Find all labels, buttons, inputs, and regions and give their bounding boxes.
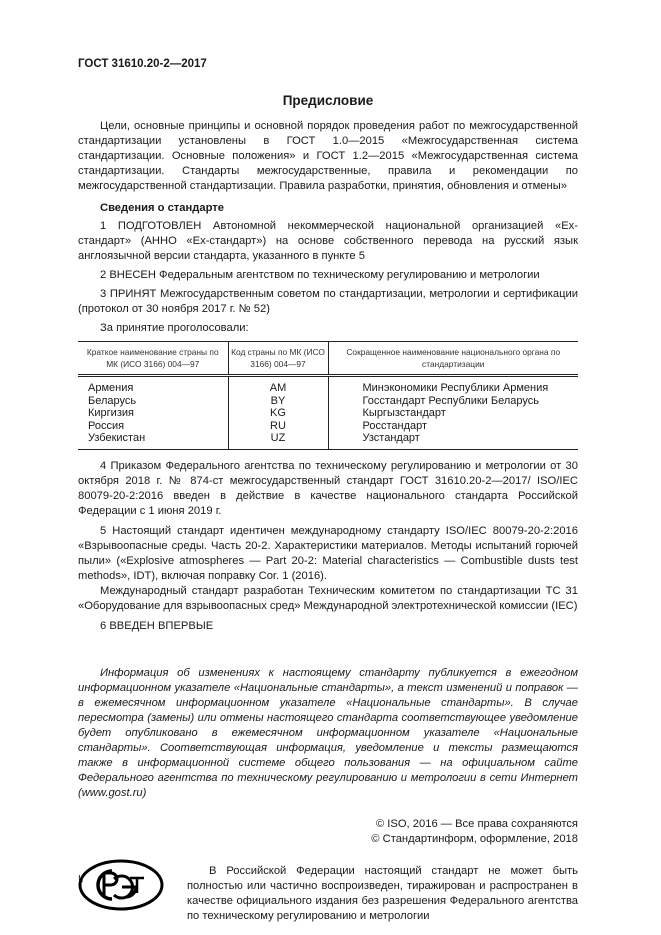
section-heading: Сведения о стандарте bbox=[100, 202, 224, 214]
table-row bbox=[78, 432, 578, 449]
copyright-block bbox=[78, 817, 578, 847]
table-row bbox=[78, 395, 578, 408]
country-name: Беларусь bbox=[88, 394, 137, 407]
standards-body: Минэкономики Республики Армения bbox=[328, 376, 578, 395]
column-header: Сокращенное наименование национального органа по стандартизации bbox=[328, 342, 578, 376]
column-header: Код страны по МК (ИСО 3166) 004—97 bbox=[228, 342, 328, 376]
item-3: 3 ПРИНЯТ Межгосударственным советом по стандартизации, метрологии и сертификации (протокол от 30 ноября 2017 г. № 52) bbox=[78, 288, 578, 315]
amendments-info: Информация об изменениях к настоящему стандарту публикуется в ежегодном информационном указателе «Национальные стандарты», а текст изменений и поправок — в ежемесячном информационном указателе «Национальные стандарты». В случае пересмотра (замены) или отмены настоящего стандарта соответствующее уведомление будет опубликовано в ежемесячном информационном указателе «Национальные стандарты». Соответствующая информация, уведомление и тексты размещаются также в информационной системе общего пользования — на официальном сайте Федерального агентства по техническому регулированию и метрологии в сети Интернет (www.gost.ru) bbox=[78, 666, 578, 799]
item-4: 4 Приказом Федерального агентства по техническому регулированию и метрологии от 30 октября 2018 г. № 874-ст межгосударственный стандарт ГОСТ 31610.20-2—2017/ ISO/IEC 80079-20-2:2016 введен в действие в качестве национального стандарта Российской Федерации с 1 июня 2019 г. bbox=[78, 459, 578, 517]
page-number: II bbox=[78, 874, 84, 885]
vote-label: За принятие проголосовали: bbox=[100, 322, 249, 334]
document-page bbox=[78, 57, 578, 929]
country-code: UZ bbox=[228, 432, 328, 449]
country-code: KG bbox=[228, 407, 328, 420]
item-5-note: Международный стандарт разработан Техническим комитетом по стандартизации ТС 31 «Оборудование для взрывоопасных сред» Международной электротехнической комиссии (IEC) bbox=[78, 584, 578, 612]
country-code: RU bbox=[228, 420, 328, 433]
country-name: Армения bbox=[88, 382, 134, 394]
voting-table bbox=[78, 341, 578, 450]
country-name: Россия bbox=[88, 419, 125, 432]
item-6: 6 ВВЕДЕН ВПЕРВЫЕ bbox=[100, 619, 214, 632]
item-1: 1 ПОДГОТОВЛЕН Автономной некоммерческой национальной организацией «Ех-стандарт» (АННО «Ех-стандарт») на основе собственного перевода на русский язык англоязычной версии стандарта, указанного в пункте 5 bbox=[78, 220, 578, 262]
column-header: Краткое наименование страны по МК (ИСО 3166) 004—97 bbox=[78, 342, 228, 376]
copyright-iso: © ISO, 2016 — Все права сохраняются bbox=[375, 817, 578, 830]
standards-body: Узстандарт bbox=[328, 432, 578, 449]
country-name: Узбекистан bbox=[88, 432, 146, 444]
table-row bbox=[78, 407, 578, 420]
copyright-standartinform: © Стандартинформ, оформление, 2018 bbox=[371, 832, 578, 845]
standards-body: Росстандарт bbox=[328, 420, 578, 433]
document-header: ГОСТ 31610.20-2—2017 bbox=[78, 58, 207, 70]
intro-paragraph: Цели, основные принципы и основной порядок проведения работ по межгосударственной стандартизации установлены в ГОСТ 1.0—2015 «Межгосударственная система стандартизации. Основные положения» и ГОСТ 1.2—2015 «Межгосударственная система стандартизации. Стандарты межгосударственные, правила и рекомендации по межгосударственной стандартизации. Правила разработки, принятия, обновления и отмены» bbox=[78, 120, 578, 192]
country-code: AM bbox=[228, 376, 328, 395]
table-row bbox=[78, 420, 578, 433]
reproduction-notice: В Российской Федерации настоящий стандарт не может быть полностью или частично воспроизведен, тиражирован и распространен в качестве официального издания без разрешения Федерального агентства по техническому регулированию и метрологии bbox=[187, 864, 578, 922]
rst-logo-icon bbox=[78, 859, 164, 911]
country-name: Киргизия bbox=[88, 407, 134, 419]
standards-body: Госстандарт Республики Беларусь bbox=[328, 395, 578, 408]
standards-body: Кыргызстандарт bbox=[328, 407, 578, 420]
item-2: 2 ВНЕСЕН Федеральным агентством по техническому регулированию и метрологии bbox=[100, 269, 540, 281]
item-5: 5 Настоящий стандарт идентичен международному стандарту ISO/IEC 80079-20-2:2016 «Взрывоопасные среды. Часть 20-2. Характеристики материалов. Методы испытаний горючей пыли» («Explosive atmospheres — Part 20-2: Material characteristics — Combustible dusts test methods», IDT), включая поправку Cor. 1 (2016). bbox=[78, 524, 578, 582]
country-code: BY bbox=[228, 395, 328, 408]
table-row bbox=[78, 376, 578, 395]
page-title: Предисловие bbox=[282, 93, 374, 108]
